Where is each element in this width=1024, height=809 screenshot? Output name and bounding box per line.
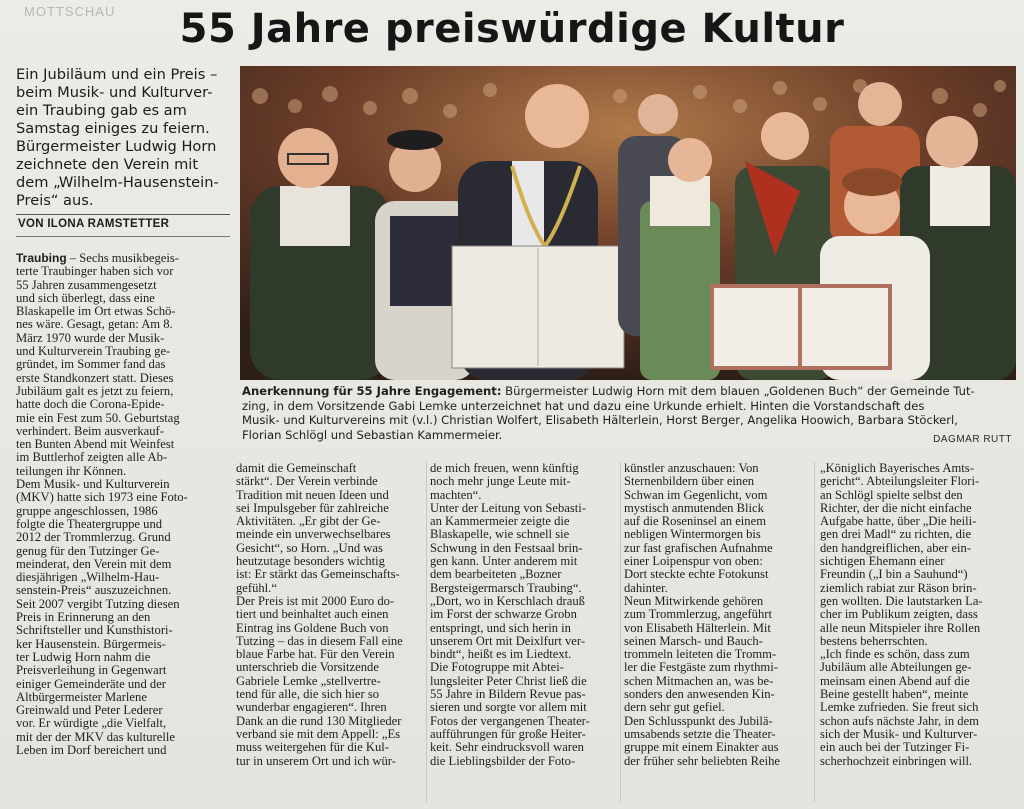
column-1-line: gründet, im Sommer fand das: [16, 358, 166, 372]
column-4-line: künstler anzuschauen: Von: [624, 462, 759, 475]
byline-rule-bottom: [16, 236, 230, 237]
column-2-line: Dank an die rund 130 Mitglieder: [236, 714, 402, 728]
column-5-line: „Königlich Bayerisches Amts-: [820, 462, 974, 475]
column-4-line: seinen Marsch- und Bauch-: [624, 634, 763, 648]
column-1-line: März 1970 wurde der Musik-: [16, 331, 165, 345]
column-3-line: im Forst der schwarze Grobn: [430, 608, 577, 622]
column-1-line: mie ein Fest zum 50. Geburtstag: [16, 411, 180, 425]
column-4-line: von Elisabeth Hälterlein. Mit: [624, 621, 771, 635]
column-2-line: verband sie mit dem Appell: „Es: [236, 727, 401, 741]
column-4-line: Dort steckte echte Fotokunst: [624, 568, 769, 582]
column-3-line: lungsleiter Peter Christ ließ die: [430, 674, 587, 688]
column-2-line: Eintrag ins Goldene Buch von: [236, 621, 389, 635]
headline: 55 Jahre preiswürdige Kultur: [179, 6, 845, 52]
column-4-line: umsabends setzte die Theater-: [624, 727, 776, 741]
column-3-line: die Lieblingsbilder der Foto-: [430, 754, 576, 768]
column-3-line: sieren und sorgte vor allem mit: [430, 701, 587, 715]
column-5-line: gen wollten. Die lautstarken La-: [820, 594, 983, 608]
column-1-line: im Buttlerhof zeigten alle Ab-: [16, 451, 168, 465]
column-rule-2: [426, 462, 427, 802]
column-3-line: aufführungen für große Heiter-: [430, 727, 586, 741]
column-1-line: nes wäre. Gesagt, getan: Am 8.: [16, 318, 173, 332]
column-4-line: Schwan im Gegenlicht, vom: [624, 488, 768, 502]
column-2-line: meinde ein unverwechselbares: [236, 528, 391, 542]
column-1-line: ten Bunten Abend mit Weinfest: [16, 438, 175, 452]
caption-line-3: Musik- und Kulturvereins mit (v.l.) Christian Wolfert, Elisabeth Hälterlein, Horst Berger, Angelika Hoowich, Barbara Stöckerl,: [242, 413, 958, 427]
column-4-line: zur fast grafischen Aufnahme: [624, 541, 773, 555]
column-5-line: „Ich finde es schön, dass zum: [820, 648, 970, 662]
column-2-line: unterschrieb die Vorsitzende: [236, 661, 379, 675]
column-5-line: ein auch bei der Tutzinger Fi-: [820, 741, 970, 755]
caption-line-2: zing, in dem Vorsitzende Gabi Lemke unterzeichnet hat und dazu eine Urkunde erhielt. Hinten die Vorstandschaft des: [242, 398, 925, 413]
column-2-line: tiert und beinhaltet auch einen: [236, 608, 389, 622]
column-1-line: und sich überlegt, dass eine: [16, 291, 155, 305]
photo-credit: DAGMAR RUTT: [933, 434, 1012, 445]
column-1-line: Altbürgermeister Marlene: [16, 690, 147, 704]
column-4-line: dern sehr gut gefiel.: [624, 701, 725, 715]
column-3-line: „Dort, wo in Kerschlach drauß: [430, 594, 585, 608]
column-rule-4: [814, 462, 815, 802]
column-4-line: mystisch anmutenden Blick: [624, 501, 764, 515]
column-5-line: sich der Musik- und Kulturver-: [820, 727, 978, 741]
column-1-line: Seit 2007 vergibt Tutzing diesen: [16, 597, 180, 611]
column-2-line: blaue Farbe hat. Für den Verein: [236, 648, 395, 662]
column-5-line: Lemke zufrieden. Sie freut sich: [820, 701, 979, 715]
column-3-line: 55 Jahre in Bildern Revue pas-: [430, 688, 586, 702]
column-1-line: Dem Musik- und Kulturverein: [16, 478, 170, 492]
column-1-line: ter Ludwig Horn nahm die: [16, 650, 151, 664]
column-1-line: diesjährigen „Wilhelm-Hau-: [16, 571, 160, 585]
lead-line: Samstag einiges zu feiern.: [16, 120, 210, 137]
column-5-line: alle neun Mitspieler ihre Rollen: [820, 621, 981, 635]
column-5-line: schon aufs nächste Jahr, in dem: [820, 714, 979, 728]
column-2-line: Tutzing – das in diesem Fall eine: [236, 634, 403, 648]
column-rule-3: [620, 462, 621, 802]
column-2-line: tur in unserem Ort und ich wür-: [236, 754, 396, 768]
column-4-line: Sternenbildern über einen: [624, 475, 755, 489]
masthead-fragment: MOTTSCHAU: [24, 4, 116, 19]
column-1-line: und Kulturverein Traubing ge-: [16, 345, 171, 359]
column-1-line: ker Hausenstein. Bürgermeis-: [16, 637, 166, 651]
column-3-line: an Kammermeier zeigte die: [430, 515, 570, 529]
column-1-line: gruppe angeschlossen, 1986: [16, 504, 158, 518]
column-5-line: bestens beherrschten.: [820, 634, 928, 648]
column-3-line: Die Fotogruppe mit Abtei-: [430, 661, 564, 675]
article-column-5: [820, 462, 1016, 768]
lead-line: beim Musik- und Kulturver-: [16, 84, 213, 101]
lead-paragraph: [16, 66, 234, 210]
column-3-line: Schwung in den Festsaal brin-: [430, 541, 583, 555]
column-3-line: noch mehr junge Leute mit-: [430, 475, 571, 489]
column-1-line: Greinwald und Peter Lederer: [16, 704, 163, 718]
column-3-line: machten“.: [430, 488, 482, 502]
byline: VON ILONA RAMSTETTER: [18, 218, 170, 230]
column-1-line: Jubiläum galt es jetzt zu feiern,: [16, 384, 174, 398]
column-4-line: ler die Festgäste zum rhythmi-: [624, 661, 778, 675]
column-1-line: Blaskapelle im Ort etwas Schö-: [16, 305, 176, 319]
column-2-line: muss weitergehen für die Kul-: [236, 741, 389, 755]
column-4-line: trommeln leiteten die Tromm-: [624, 648, 777, 662]
byline-rule-top: [16, 214, 230, 215]
column-1-line: (MKV) hatte sich 1973 eine Foto-: [16, 491, 188, 505]
column-1-line: hatte doch die Corona-Epide-: [16, 398, 165, 412]
article-photo: [240, 66, 1016, 380]
column-1-line: mit der der MKV das kulturelle: [16, 730, 175, 744]
column-5-line: meinsam einen Abend auf die: [820, 674, 970, 688]
column-1-line: folgte die Theatergruppe und: [16, 517, 163, 531]
column-1-line: Leben im Dorf bereichert und: [16, 743, 167, 757]
column-4-line: einer Loipenspur von oben:: [624, 555, 763, 569]
column-4-line: nebligen Wintermorgen bis: [624, 528, 761, 542]
column-3-line: Unter der Leitung von Sebasti-: [430, 501, 586, 515]
column-4-line: Den Schlusspunkt des Jubilä-: [624, 714, 773, 728]
column-5-line: ziemlich rabiat zur Räson brin-: [820, 581, 977, 595]
column-2-line: damit die Gemeinschaft: [236, 462, 357, 475]
column-1-line: senstein-Preis“ auszuzeichnen.: [16, 584, 172, 598]
column-2-line: wunderbar engagieren“. Ihren: [236, 701, 387, 715]
column-1-line: Schriftsteller und Kunsthistori-: [16, 624, 173, 638]
lead-line: Preis“ aus.: [16, 192, 94, 209]
column-3-line: Bergsteigermarsch Traubing“.: [430, 581, 582, 595]
column-4-line: auf die Roseninsel an einem: [624, 515, 766, 529]
column-5-line: gericht“. Abteilungsleiter Flori-: [820, 475, 980, 489]
column-5-line: Freundin („I bin a Sauhund“): [820, 568, 968, 582]
column-2-line: heutzutage besonders wichtig: [236, 555, 385, 569]
column-1-line: erste Standkonzert statt. Dieses: [16, 371, 174, 385]
lead-line: Ein Jubiläum und ein Preis –: [16, 66, 218, 83]
column-1-line: 55 Jahren zusammengesetzt: [16, 278, 157, 292]
column-1-line: verhindert. Beim ausverkauf-: [16, 424, 164, 438]
column-4-line: dahinter.: [624, 581, 668, 595]
column-1-line: teilungen ihr Können.: [16, 464, 127, 478]
column-5-line: den handgreiflichen, aber ein-: [820, 541, 972, 555]
column-4-line: sonders den anwesenden Kin-: [624, 688, 775, 702]
column-3-line: gen kann. Unter anderem mit: [430, 555, 578, 569]
column-5-line: Beine gestellt haben“, meinte: [820, 688, 969, 702]
column-2-line: sei Impulsgeber für zahlreiche: [236, 501, 389, 515]
lead-line: dem „Wilhelm-Hausenstein-: [16, 174, 219, 191]
article-column-4: [624, 462, 810, 768]
dateline: Traubing: [16, 252, 67, 265]
column-1-line: meinderat, den Verein mit dem: [16, 557, 172, 571]
column-2-line: stärkt“. Der Verein verbinde: [236, 475, 378, 489]
column-1-line: einiger Gemeinderäte und der: [16, 677, 167, 691]
article-column-3: [430, 462, 616, 768]
column-1-line: genug für den Tutzinger Ge-: [16, 544, 160, 558]
column-1-line: vor. Er würdigte „die Vielfalt,: [16, 717, 167, 731]
group-photo-illustration: [240, 66, 1016, 380]
column-2-line: Gabriele Lemke „stellvertre-: [236, 674, 381, 688]
column-4-line: der früher sehr beliebten Reihe: [624, 754, 780, 768]
lead-line: ein Traubing gab es am: [16, 102, 187, 119]
column-1-line: 2012 der Trommlerzug. Grund: [16, 531, 171, 545]
column-3-line: de mich freuen, wenn künftig: [430, 462, 579, 475]
lead-line: zeichnete den Verein mit: [16, 156, 199, 173]
column-3-line: bindt“, heißt es im Liedtext.: [430, 648, 572, 662]
column-5-line: scherhochzeit einbringen will.: [820, 754, 973, 768]
column-5-line: cher im Publikum zeigten, dass: [820, 608, 978, 622]
column-4-line: schen Mitmachen an, was be-: [624, 674, 774, 688]
column-2-line: Aktivitäten. „Er gibt der Ge-: [236, 515, 381, 529]
column-1-line: Traubing – Sechs musikbegeis-: [16, 252, 179, 265]
lead-line: Bürgermeister Ludwig Horn: [16, 138, 217, 155]
column-2-line: Tradition mit neuen Ideen und: [236, 488, 389, 502]
column-5-line: Aufgabe hatte, über „Die heili-: [820, 515, 977, 529]
column-5-line: an Schlögl spielte selbst den: [820, 488, 963, 502]
column-2-line: Der Preis ist mit 2000 Euro do-: [236, 594, 395, 608]
column-2-line: Gesicht“, so Horn. „Und was: [236, 541, 383, 555]
column-1-line: Preis in Erinnerung an den: [16, 611, 151, 625]
caption-line-1: Anerkennung für 55 Jahre Engagement: Bürgermeister Ludwig Horn mit dem blauen „Goldenen Buch“ der Gemeinde Tut-: [242, 384, 975, 398]
column-4-line: Neun Mitwirkende gehören: [624, 594, 764, 608]
column-3-line: unserem Ort mit Deixlfurt ver-: [430, 634, 586, 648]
column-5-line: sichtigen Ehemann einer: [820, 555, 945, 569]
column-5-line: gen drei Madl“ zu richten, die: [820, 528, 972, 542]
column-3-line: entspringt, und sich herin in: [430, 621, 571, 635]
column-3-line: keit. Sehr eindrucksvoll waren: [430, 741, 584, 755]
column-5-line: Jubiläum alle Abteilungen ge-: [820, 661, 972, 675]
article-column-1: [16, 252, 232, 757]
column-3-line: Fotos der vergangenen Theater-: [430, 714, 590, 728]
caption-head: Anerkennung für 55 Jahre Engagement:: [242, 384, 502, 398]
column-1-line: terte Traubinger haben sich vor: [16, 265, 174, 279]
column-5-line: Richter, der die nicht einfache: [820, 501, 972, 515]
column-2-line: tend für alle, die sich hier so: [236, 688, 380, 702]
column-1-line: Preisverleihung in Gegenwart: [16, 664, 167, 678]
caption-line-4: Florian Schlögl und Sebastian Kammermeier.: [242, 427, 503, 442]
certificate: [710, 284, 892, 370]
article-column-2: [236, 462, 422, 768]
column-4-line: gruppe mit einem Einakter aus: [624, 741, 779, 755]
column-2-line: ist: Er stärkt das Gemeinschafts-: [236, 568, 400, 582]
column-3-line: Blaskapelle, wie schnell sie: [430, 528, 570, 542]
column-3-line: dem bearbeiteten „Bozner: [430, 568, 562, 582]
column-4-line: zum Trommlerzug, angeführt: [624, 608, 772, 622]
column-2-line: gefühl.“: [236, 581, 277, 595]
photo-caption: [242, 384, 1018, 442]
